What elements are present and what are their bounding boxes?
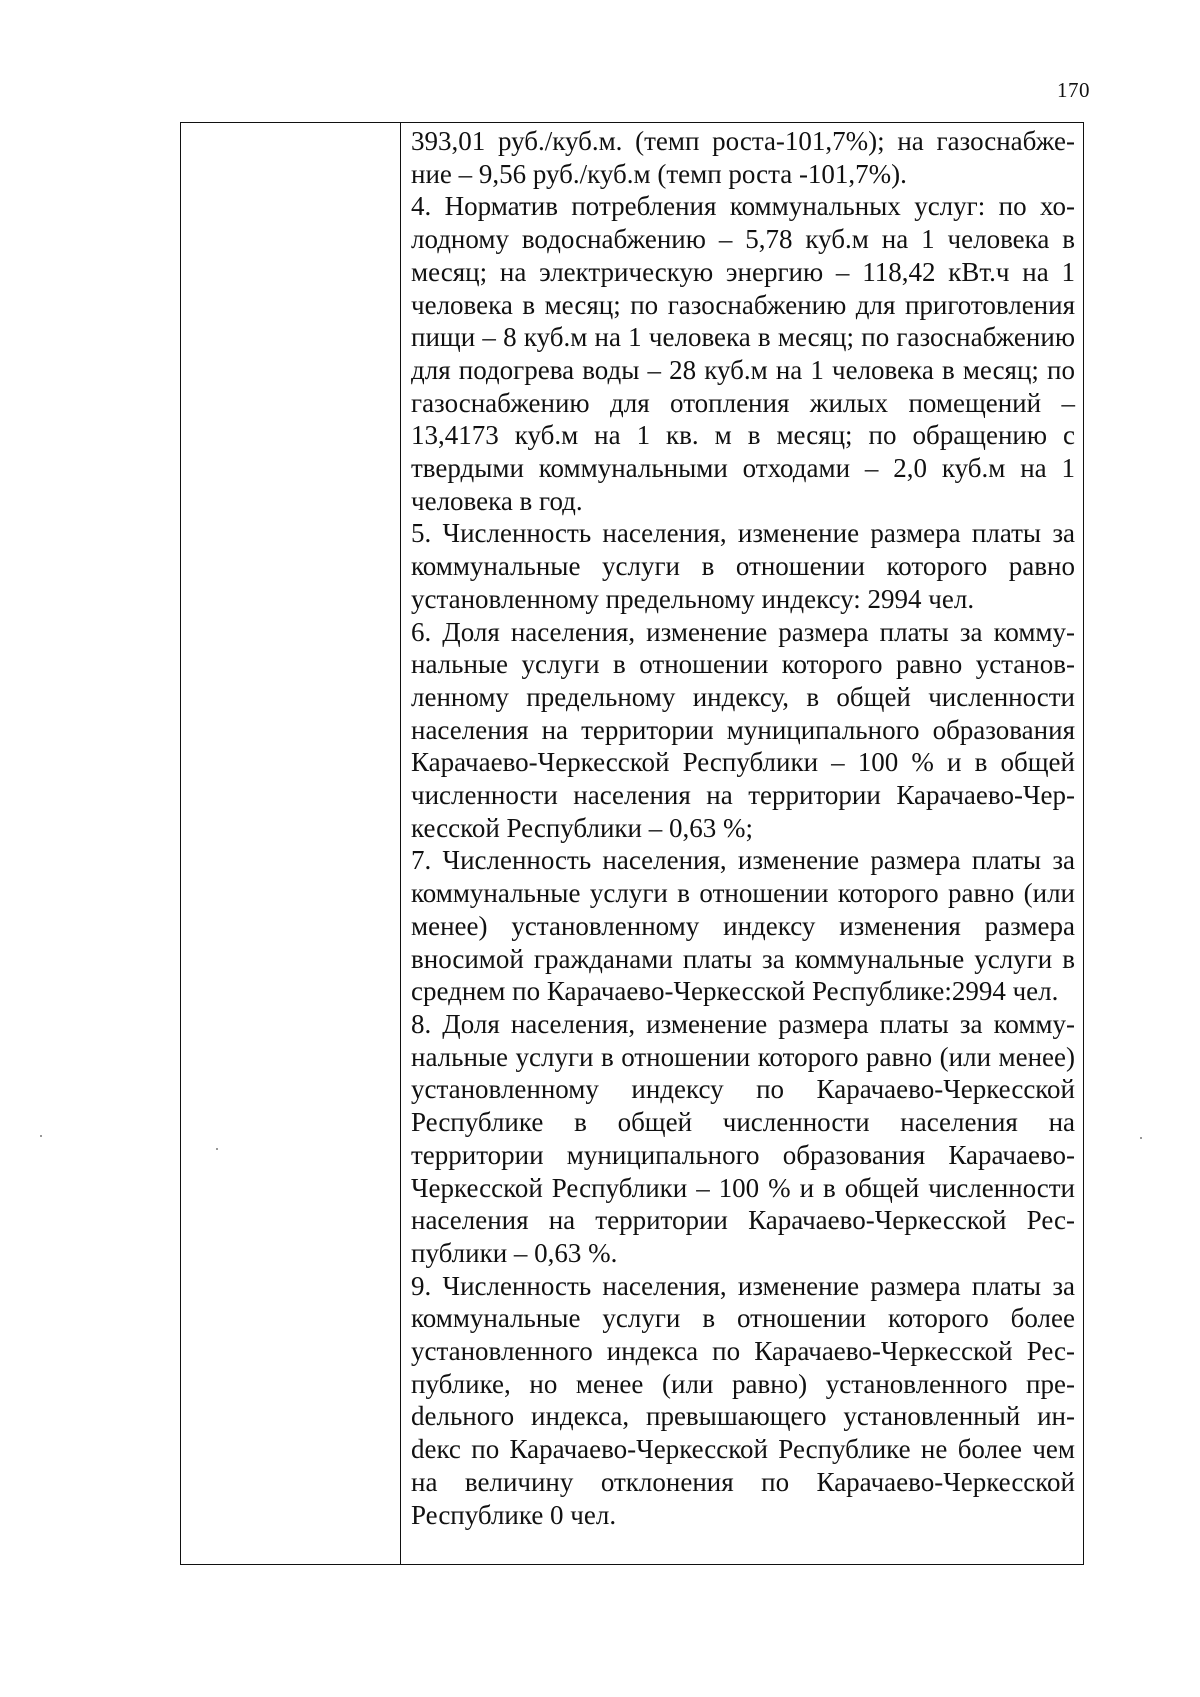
table-right-cell xyxy=(401,123,1083,1564)
scan-speck xyxy=(216,1148,218,1150)
paragraph-share-at-limit-index: 6. Доля населения, изменение размера платы за коммунальные услуги в отношении которого равно установленному предельному индексу, в общей численности населения на территории муниципального образования Карачаево-Черкесской Республики – 100 % и в общей численности населения на территории Карачаево-Черкесской Республики – 0,63 %; xyxy=(411,616,1075,843)
paragraph-tariff-continuation: 393,01 руб./куб.м. (темп роста-101,7%); на газоснабжение – 9,56 руб./куб.м (темп роста -101,7%). xyxy=(411,126,1075,189)
paragraph-consumption-norms: 4. Норматив потребления коммунальных услуг: по холодному водоснабжению – 5,78 куб.м на 1 человека в месяц; на электрическую энергию – 118,42 кВт.ч на 1 человека в месяц; по газоснабжению для приготовления пищи – 8 куб.м на 1 человека в месяц; по газоснабжению для подогрева воды – 28 куб.м на 1 человека в месяц; по газоснабжению для отопления жилых помещений – 13,4173 куб.м на 1 кв. м в месяц; по обращению с твердыми коммунальными отходами – 2,0 куб.м на 1 человека в год. xyxy=(411,191,1075,516)
paragraph-population-above-index: 9. Численность населения, изменение размера платы за коммунальные услуги в отношении которого более установленного индекса по Карачаево-Черкесской Республике, но менее (или равно) установленного преdельного индекса, превышающего установленный инdекс по Карачаево-Черкесской Республике не более чем на величину отклонения по Карачаево-Черкесской Республике 0 чел. xyxy=(411,1270,1075,1530)
scan-speck xyxy=(1140,1137,1142,1139)
document-table xyxy=(180,122,1084,1565)
paragraph-population-at-limit-index: 5. Численность населения, изменение размера платы за коммунальные услуги в отношении которого равно установленному предельному индексу: 2994 чел. xyxy=(411,518,1075,614)
paragraph-population-at-or-below-index: 7. Численность населения, изменение размера платы за коммунальные услуги в отношении которого равно (или менее) установленному индексу изменения размера вносимой гражданами платы за коммунальные услуги в среднем по Карачаево-Черкесской Республике:2994 чел. xyxy=(411,845,1075,1007)
page-number: 170 xyxy=(1057,78,1090,102)
scan-speck xyxy=(40,1135,42,1137)
paragraph-share-at-or-below-index: 8. Доля населения, изменение размера платы за коммунальные услуги в отношении которого равно (или менее) установленному индексу по Карачаево-Черкесской Республике в общей численности населения на территории муниципального образования Карачаево-Черкесской Республики – 100 % и в общей численности населения на территории Карачаево-Черкесской Республики – 0,63 %. xyxy=(411,1008,1075,1268)
table-left-cell xyxy=(181,123,401,1564)
